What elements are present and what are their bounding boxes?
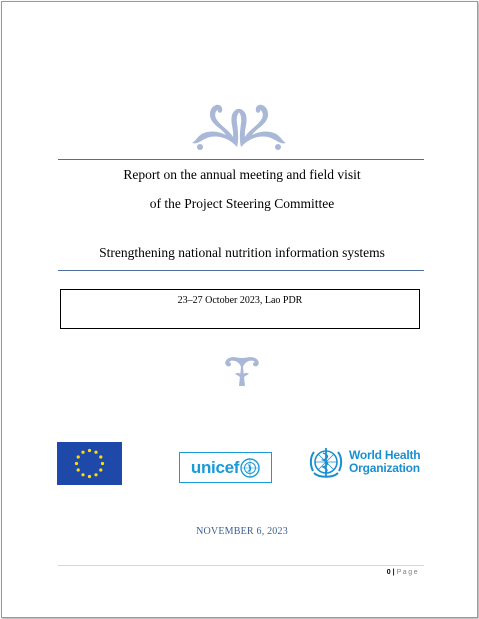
footer-separator: | — [392, 569, 395, 576]
top-divider — [58, 159, 424, 160]
unicef-wordmark: unicef — [190, 457, 240, 477]
page-number: 0 — [386, 569, 391, 576]
who-logo — [307, 442, 427, 482]
who-emblem-icon — [307, 443, 345, 481]
fleuron-ornament-icon — [223, 354, 261, 388]
who-wordmark-line2: Organization — [349, 461, 420, 475]
who-wordmark-line1: World Health — [349, 448, 421, 462]
date-location-box — [60, 289, 420, 329]
middle-divider — [58, 270, 424, 271]
page-label: Page — [396, 569, 419, 576]
report-subtitle: Strengthening national nutrition information systems — [99, 245, 385, 260]
report-title-line2: of the Project Steering Committee — [149, 196, 335, 211]
who-wordmark — [349, 449, 420, 475]
unicef-logo — [179, 452, 272, 483]
report-title-line1: Report on the annual meeting and field visit — [123, 167, 361, 182]
page-footer — [387, 569, 419, 576]
floral-scroll-ornament-icon — [190, 99, 288, 151]
report-date: NOVEMBER 6, 2023 — [196, 526, 288, 537]
footer-divider — [58, 565, 424, 566]
unicef-emblem-icon — [240, 458, 260, 478]
document-page — [1, 1, 478, 618]
eu-flag-icon — [57, 442, 122, 485]
date-location-text: 23–27 October 2023, Lao PDR — [177, 295, 303, 306]
